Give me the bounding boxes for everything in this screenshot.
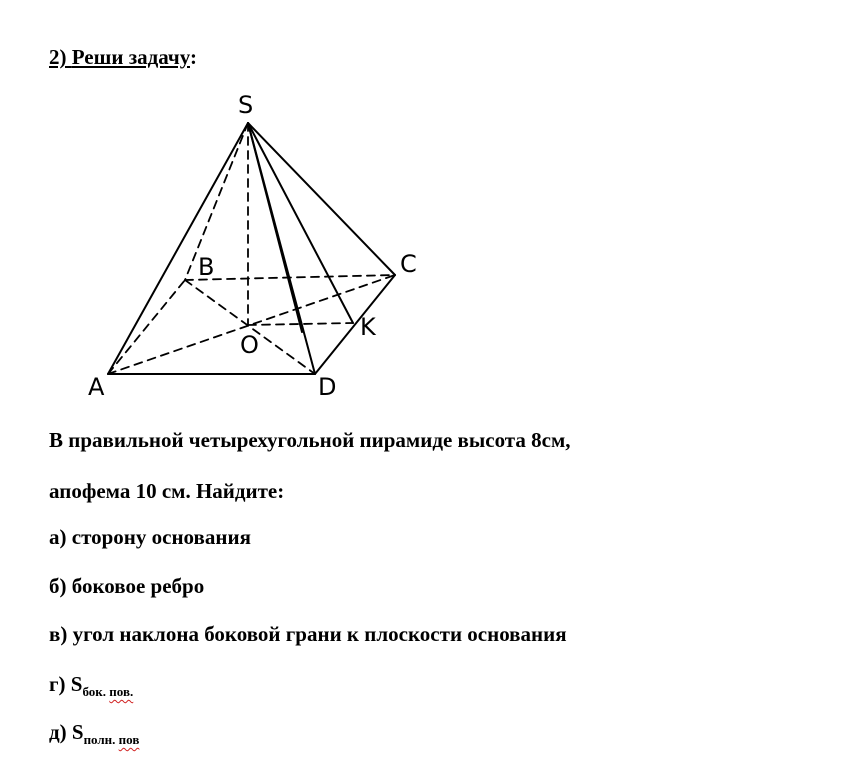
problem-line-1: В правильной четырехугольной пирамиде высота 8см, (49, 428, 571, 452)
item-prefix: д) (49, 720, 72, 744)
problem-item-v (49, 621, 567, 647)
subscript-part-a: полн. (83, 732, 119, 747)
item-text: сторону основания (71, 525, 251, 549)
edge-AB (108, 280, 185, 374)
item-symbol: S (71, 720, 84, 744)
item-prefix: б) (49, 574, 72, 598)
label-K: K (360, 313, 376, 341)
item-symbol: S (70, 672, 83, 696)
edge-DC (315, 275, 395, 374)
item-prefix: г) (49, 672, 71, 696)
edge-SB (185, 123, 248, 280)
item-text: боковое ребро (71, 574, 205, 598)
subscript-part-b: пов (118, 732, 140, 747)
item-prefix: а) (49, 525, 72, 549)
task-colon: : (190, 45, 197, 69)
subscript-part-a: бок. (82, 684, 110, 699)
task-heading (49, 44, 197, 70)
apothem-SK (248, 123, 353, 323)
label-C: C (400, 250, 417, 278)
label-O: O (240, 331, 259, 359)
segment-SO-face (248, 123, 302, 332)
task-heading-underlined (49, 45, 190, 69)
item-prefix: в) (49, 622, 73, 646)
problem-item-a (49, 524, 251, 550)
label-B: B (198, 253, 215, 281)
item-text: угол наклона боковой грани к плоскости основания (72, 622, 567, 646)
diagonal-BD (185, 280, 315, 374)
item-subscript (84, 732, 140, 747)
label-D: D (318, 373, 337, 401)
label-A: A (88, 373, 105, 401)
edge-SC (248, 123, 395, 275)
label-S: S (238, 91, 254, 119)
edge-SA (108, 123, 248, 374)
item-subscript (82, 684, 133, 699)
task-title: Реши задачу (71, 45, 190, 69)
problem-item-g (49, 671, 133, 700)
problem-item-b (49, 573, 204, 599)
subscript-part-b: пов. (109, 684, 134, 699)
problem-line-2: апофема 10 см. Найдите: (49, 479, 285, 503)
problem-item-d (49, 719, 139, 748)
pyramid-figure (80, 85, 420, 405)
task-number: 2) (49, 45, 67, 69)
